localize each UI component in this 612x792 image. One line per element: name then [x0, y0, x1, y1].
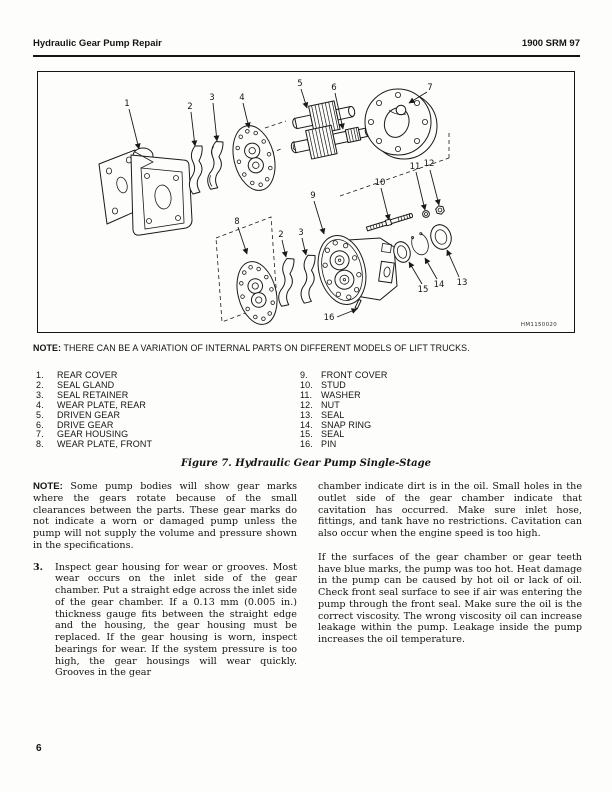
- list-item: [300, 430, 550, 440]
- callout-label: 4: [239, 93, 245, 103]
- page-number: 6: [36, 743, 42, 754]
- part-number: 8.: [36, 439, 44, 450]
- part-number: 11.: [300, 389, 313, 400]
- figure-id-code: HM1150020: [520, 322, 557, 328]
- callout-label: 10: [374, 178, 386, 188]
- wear-plate-rear-drawing: [227, 121, 282, 195]
- part-number: 13.: [300, 409, 313, 420]
- list-item: [300, 440, 550, 450]
- rear-cover-drawing: [99, 148, 192, 235]
- body-text: [33, 481, 582, 679]
- part-name: DRIVEN GEAR: [57, 409, 121, 420]
- part-number: 14.: [300, 419, 313, 430]
- part-name: WEAR PLATE, FRONT: [57, 439, 153, 450]
- paragraph: If the surfaces of the gear chamber or gear teeth have blue marks, the pump was too hot. Heat damage in the pump can be caused by hot oil or lack of oil. Check front seal surface to see if air was entering the pump through the front seal. Make sure the oil is the correct viscosity. The wrong viscosity oil can increase leakage within the pump. Leakage inside the pump increases the oil temperature.: [318, 551, 582, 645]
- body-column-right: [318, 481, 582, 679]
- parts-list-left: [36, 371, 286, 450]
- part-number: 7.: [36, 429, 44, 440]
- callout-label: 1: [124, 99, 130, 109]
- callout-label: 9: [310, 191, 316, 201]
- variation-note: [33, 343, 581, 353]
- seal-gland-top-drawing: [189, 146, 202, 194]
- part-number: 5.: [36, 409, 44, 420]
- washer-drawing: [423, 211, 430, 218]
- note-label: NOTE:: [33, 481, 63, 492]
- stud-drawing: [366, 212, 413, 231]
- header-doc-number: 1900 SRM 97: [521, 38, 580, 49]
- part-number: 9.: [300, 370, 308, 380]
- part-name: FRONT COVER: [321, 370, 388, 380]
- callout-label: 16: [323, 313, 335, 323]
- header-title: Hydraulic Gear Pump Repair: [33, 38, 162, 49]
- list-item: [36, 440, 286, 450]
- callout-label: 2: [278, 230, 284, 240]
- part-name: GEAR HOUSING: [57, 429, 129, 440]
- step-text: Inspect gear housing for wear or grooves. Most wear occurs on the inlet side of the gear chamber. Put a straight edge across the inlet side of the gear chamber. If a 0.13 mm (0.005 in.) thickness gauge fits between the straight edge and the housing, the gear housing must be replaced. If the gear housing is worn, inspect bearings for wear. If the system pressure is too high, the gear housings will wear quickly. Grooves in the gear: [55, 561, 298, 679]
- variation-note-text: THERE CAN BE A VARIATION OF INTERNAL PARTS ON DIFFERENT MODELS OF LIFT TRUCKS.: [61, 343, 470, 353]
- callout-label: 15: [417, 285, 429, 295]
- wear-plate-front-drawing: [231, 257, 283, 328]
- seal-13-drawing: [428, 222, 455, 252]
- part-number: 12.: [300, 399, 313, 410]
- part-name: PIN: [321, 439, 337, 450]
- header-rule: [33, 55, 580, 57]
- part-number: 4.: [36, 399, 44, 410]
- part-number: 16.: [300, 439, 313, 450]
- part-name: SEAL: [321, 409, 345, 420]
- seal-gland-bottom-drawing: [278, 258, 294, 307]
- callout-label: 7: [427, 83, 433, 93]
- part-name: NUT: [321, 399, 340, 410]
- callout-label: 3: [209, 93, 215, 103]
- part-number: 3.: [36, 389, 44, 400]
- callout-label: 2: [187, 102, 193, 112]
- step-3: [33, 562, 297, 680]
- part-number: 6.: [36, 419, 44, 430]
- part-number: 10.: [300, 379, 313, 390]
- front-cover-drawing: [311, 230, 397, 309]
- seal-retainer-bottom-drawing: [301, 255, 315, 303]
- part-name: SEAL: [321, 429, 345, 440]
- callout-label: 5: [297, 79, 303, 89]
- callout-label: 12: [423, 159, 435, 169]
- snap-ring-drawing: [409, 231, 431, 257]
- nut-drawing: [435, 205, 445, 214]
- seal-retainer-top-drawing: [207, 141, 223, 190]
- part-name: WASHER: [321, 389, 361, 400]
- part-name: SEAL RETAINER: [57, 389, 129, 400]
- callout-label: 13: [456, 278, 468, 288]
- variation-note-label: NOTE:: [33, 343, 62, 353]
- paragraph: chamber indicate dirt is in the oil. Small holes in the outlet side of the gear chamber indicate that cavitation has occurred. Make sure inlet hose, fittings, and tank have no restrictions. Cavitation can also occur when the engine speed is too high.: [318, 481, 582, 539]
- part-name: SNAP RING: [321, 419, 372, 430]
- callout-label: 14: [433, 280, 445, 290]
- part-name: REAR COVER: [57, 370, 118, 380]
- part-name: SEAL GLAND: [57, 379, 115, 390]
- callout-label: 8: [234, 217, 240, 227]
- parts-list-right: [300, 371, 550, 450]
- part-name: DRIVE GEAR: [57, 419, 114, 430]
- exploded-diagram: [38, 72, 574, 330]
- part-number: 1.: [36, 370, 44, 380]
- part-name: WEAR PLATE, REAR: [57, 399, 146, 410]
- figure-caption: Figure 7. Hydraulic Gear Pump Single-Stage: [181, 458, 431, 469]
- note-text: Some pump bodies will show gear marks where the gears rotate because of the small clearances between the parts. These gear marks do not indicate a worn or damaged pump unless the pump will not supply the volume and pressure shown in the specifications.: [33, 481, 297, 551]
- figure-frame: [37, 71, 575, 333]
- part-name: STUD: [321, 379, 346, 390]
- note-paragraph: [33, 481, 297, 552]
- callout-label: 3: [298, 228, 304, 238]
- part-number: 2.: [36, 379, 44, 390]
- body-column-left: [33, 481, 297, 679]
- step-number: 3.: [33, 561, 44, 573]
- part-number: 15.: [300, 429, 313, 440]
- gear-housing-drawing: [365, 89, 437, 159]
- callout-label: 6: [331, 83, 337, 93]
- callout-label: 11: [409, 162, 421, 172]
